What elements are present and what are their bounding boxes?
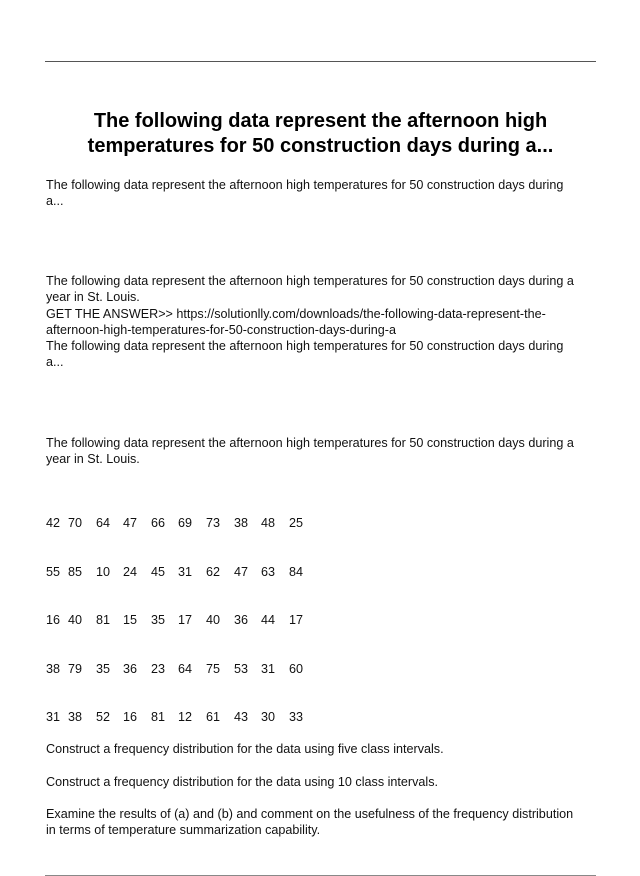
question-c	[46, 806, 596, 839]
data-cell: 69	[178, 516, 193, 530]
data-cell: 16	[123, 710, 138, 724]
question-a: Construct a frequency distribution for the data using five class intervals.	[46, 742, 444, 756]
data-cell: 40	[206, 613, 221, 627]
problem-statement	[46, 435, 596, 468]
data-cell: 60	[289, 661, 304, 676]
data-cell: 24	[123, 564, 138, 579]
data-cell: 12	[178, 710, 193, 724]
data-cell: 40	[68, 613, 83, 627]
data-cell: 36	[234, 613, 249, 627]
data-cell: 45	[151, 564, 166, 579]
answer-line-5: The following data represent the afternoon high temperatures for 50 construction days during	[46, 339, 564, 354]
data-cell: 85	[68, 564, 83, 579]
answer-line-2: year in St. Louis.	[46, 290, 140, 305]
data-cell: 30	[261, 710, 276, 724]
question-c-line-2: in terms of temperature summarization capability.	[46, 823, 321, 838]
data-cell: 38	[46, 661, 61, 676]
data-cell: 31	[178, 564, 193, 579]
intro-line-1: The following data represent the afternoon high temperatures for 50 construction days during	[46, 178, 564, 192]
problem-line-2: year in St. Louis.	[46, 452, 140, 467]
answer-line-6: a...	[46, 355, 64, 370]
data-cell: 42	[46, 516, 61, 530]
data-cell: 47	[234, 564, 249, 579]
data-cell: 35	[96, 661, 111, 676]
problem-line-1: The following data represent the afternoon high temperatures for 50 construction days during a	[46, 436, 574, 450]
data-cell: 31	[46, 710, 61, 724]
data-cell: 79	[68, 661, 83, 676]
data-cell: 52	[96, 710, 111, 724]
intro-line-2: a...	[46, 194, 64, 209]
data-cell: 64	[96, 516, 111, 530]
data-cell: 36	[123, 661, 138, 676]
data-cell: 73	[206, 516, 221, 530]
data-cell: 70	[68, 516, 83, 530]
data-cell: 16	[46, 613, 61, 627]
data-cell: 38	[234, 516, 249, 530]
data-cell: 43	[234, 710, 249, 724]
answer-line-1: The following data represent the afternoon high temperatures for 50 construction days during a	[46, 274, 574, 288]
data-cell: 84	[289, 564, 304, 579]
data-cell: 47	[123, 516, 138, 530]
data-cell: 53	[234, 661, 249, 676]
data-cell: 44	[261, 613, 276, 627]
data-cell: 75	[206, 661, 221, 676]
data-cell: 31	[261, 661, 276, 676]
data-cell: 64	[178, 661, 193, 676]
data-cell: 15	[123, 613, 138, 627]
data-cell: 35	[151, 613, 166, 627]
question-b: Construct a frequency distribution for the data using 10 class intervals.	[46, 775, 439, 789]
answer-link-line-2: afternoon-high-temperatures-for-50-construction-days-during-a	[46, 322, 396, 337]
data-cell: 38	[68, 710, 83, 724]
data-cell: 81	[151, 710, 166, 724]
data-cell: 25	[289, 516, 304, 530]
top-divider	[45, 61, 596, 62]
data-cell: 66	[151, 516, 166, 530]
data-cell: 17	[178, 613, 193, 627]
data-cell: 62	[206, 564, 221, 579]
data-cell: 81	[96, 613, 111, 627]
data-cell: 48	[261, 516, 276, 530]
data-cell: 17	[289, 613, 304, 627]
question-c-line-1: Examine the results of (a) and (b) and comment on the usefulness of the frequency distribution	[46, 807, 574, 821]
data-cell: 63	[261, 564, 276, 579]
data-cell: 61	[206, 710, 221, 724]
data-cell: 10	[96, 564, 111, 579]
data-cell: 23	[151, 661, 166, 676]
answer-paragraph	[46, 273, 596, 371]
data-cell: 55	[46, 564, 61, 579]
data-cell: 33	[289, 710, 304, 724]
intro-paragraph	[46, 177, 596, 210]
answer-link-line-1: GET THE ANSWER>> https://solutionlly.com/downloads/the-following-data-represent-the-	[46, 306, 546, 321]
page-title: The following data represent the afternoon high temperatures for 50 construction days during a...	[87, 110, 554, 157]
